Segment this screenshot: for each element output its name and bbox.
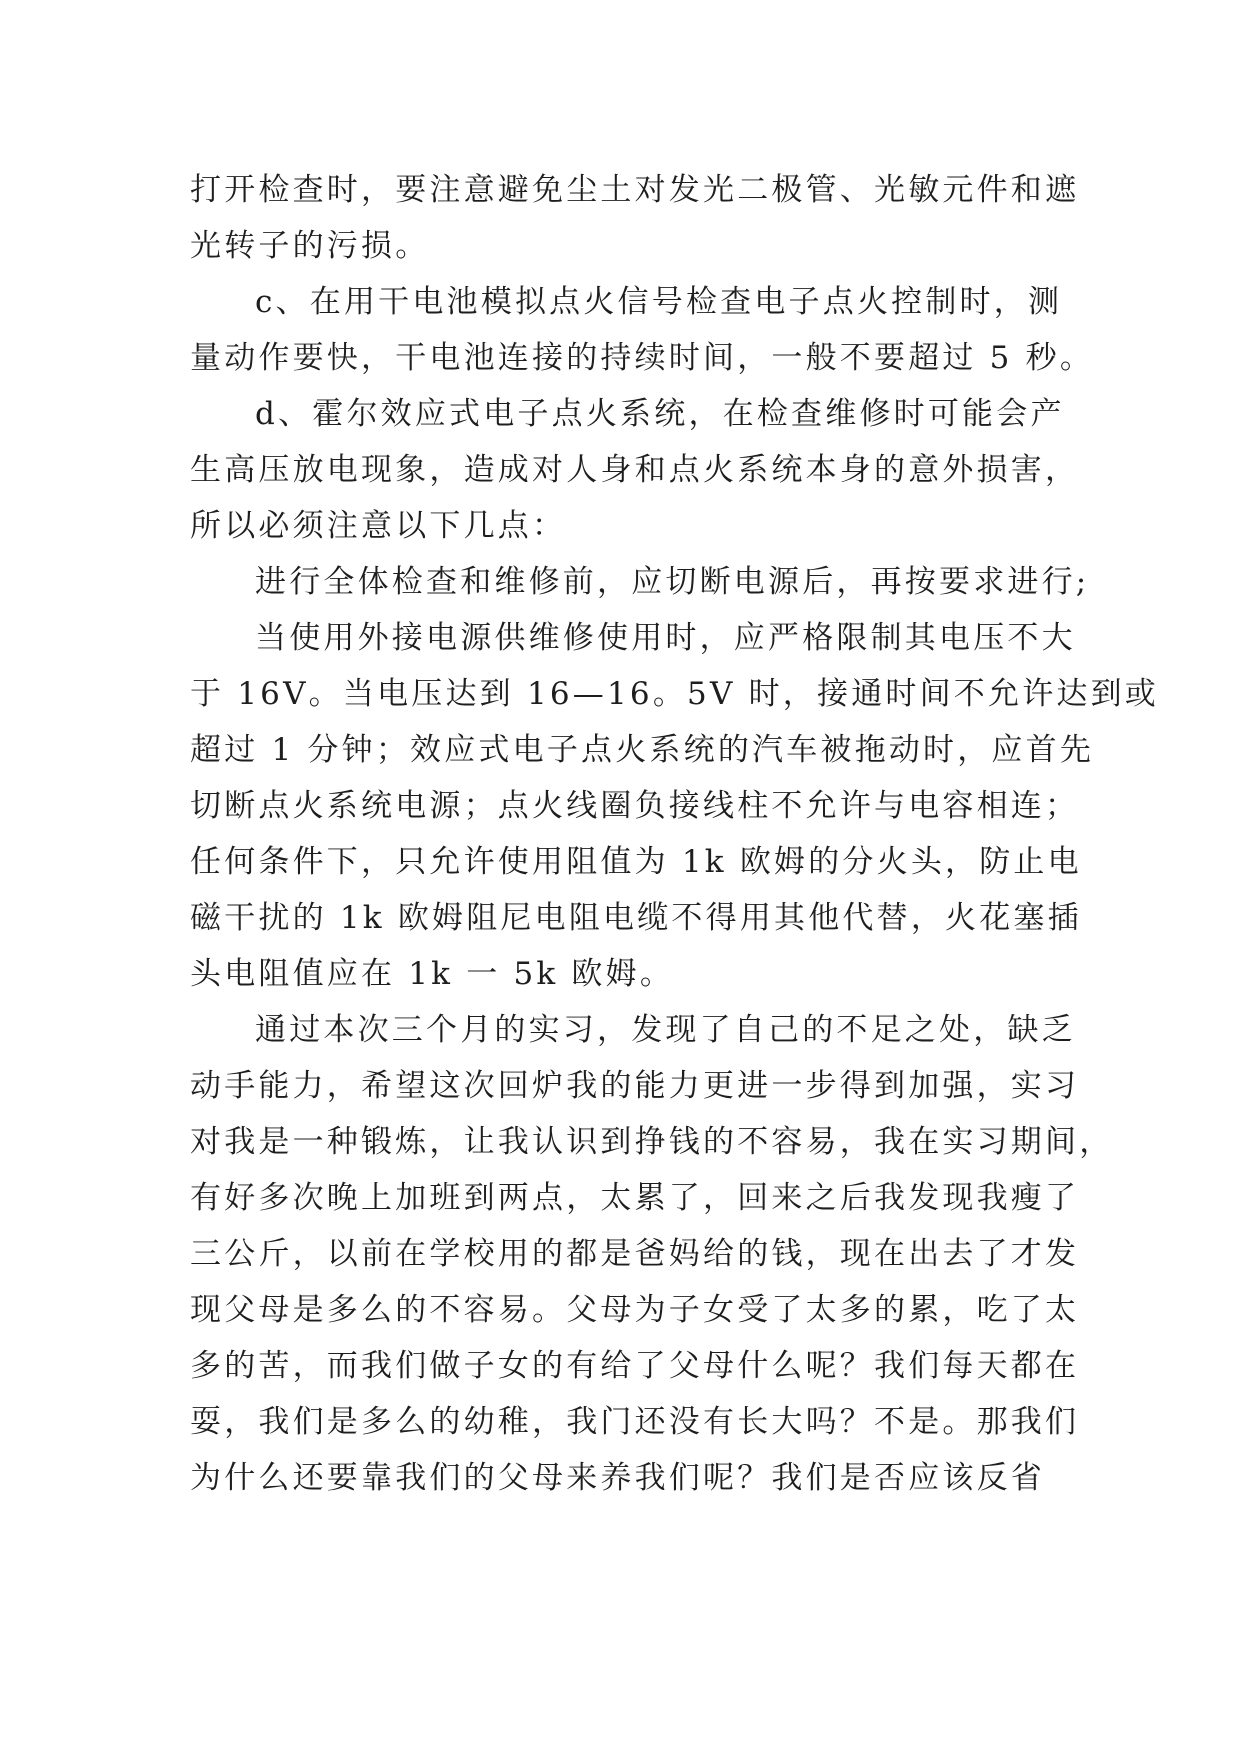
text-line: 磁干扰的 1k 欧姆阻尼电阻电缆不得用其他代替，火花塞插 — [190, 900, 1082, 936]
text-line: 所以必须注意以下几点： — [190, 508, 567, 544]
text-line: 打开检查时，要注意避免尘土对发光二极管、光敏元件和遮 — [190, 172, 1080, 208]
text-line: 三公斤，以前在学校用的都是爸妈给的钱，现在出去了才发 — [190, 1236, 1080, 1272]
text-line: 任何条件下，只允许使用阻值为 1k 欧姆的分火头，防止电 — [190, 844, 1082, 880]
document-body — [190, 162, 1159, 1506]
text-line: 对我是一种锻炼，让我认识到挣钱的不容易，我在实习期间， — [190, 1124, 1114, 1160]
text-line: 现父母是多么的不容易。父母为子女受了太多的累，吃了太 — [190, 1292, 1080, 1328]
text-line: 头电阻值应在 1k 一 5k 欧姆。 — [190, 956, 675, 992]
text-line: 量动作要快，干电池连接的持续时间，一般不要超过 5 秒。 — [190, 340, 1095, 376]
text-line: c、在用干电池模拟点火信号检查电子点火控制时，测 — [255, 284, 1063, 320]
text-line: 切断点火系统电源；点火线圈负接线柱不允许与电容相连； — [190, 788, 1080, 824]
text-line: 动手能力，希望这次回炉我的能力更进一步得到加强，实习 — [190, 1068, 1080, 1104]
text-line: 于 16V。当电压达到 16—16。5V 时，接通时间不允许达到或 — [190, 676, 1159, 712]
text-line: d、霍尔效应式电子点火系统，在检查维修时可能会产 — [255, 396, 1065, 432]
text-line: 有好多次晚上加班到两点，太累了，回来之后我发现我瘦了 — [190, 1180, 1080, 1216]
text-line: 当使用外接电源供维修使用时，应严格限制其电压不大 — [255, 620, 1076, 656]
text-line: 耍，我们是多么的幼稚，我门还没有长大吗？不是。那我们 — [190, 1404, 1080, 1440]
text-line: 多的苦，而我们做子女的有给了父母什么呢？我们每天都在 — [190, 1348, 1080, 1384]
text-line: 通过本次三个月的实习，发现了自己的不足之处，缺乏 — [255, 1012, 1076, 1048]
text-line: 光转子的污损。 — [190, 228, 430, 264]
text-line: 为什么还要靠我们的父母来养我们呢？我们是否应该反省 — [190, 1460, 1045, 1496]
text-line: 进行全体检查和维修前，应切断电源后，再按要求进行; — [255, 564, 1090, 600]
text-line: 生高压放电现象，造成对人身和点火系统本身的意外损害， — [190, 452, 1080, 488]
text-line: 超过 1 分钟；效应式电子点火系统的汽车被拖动时，应首先 — [190, 732, 1095, 768]
